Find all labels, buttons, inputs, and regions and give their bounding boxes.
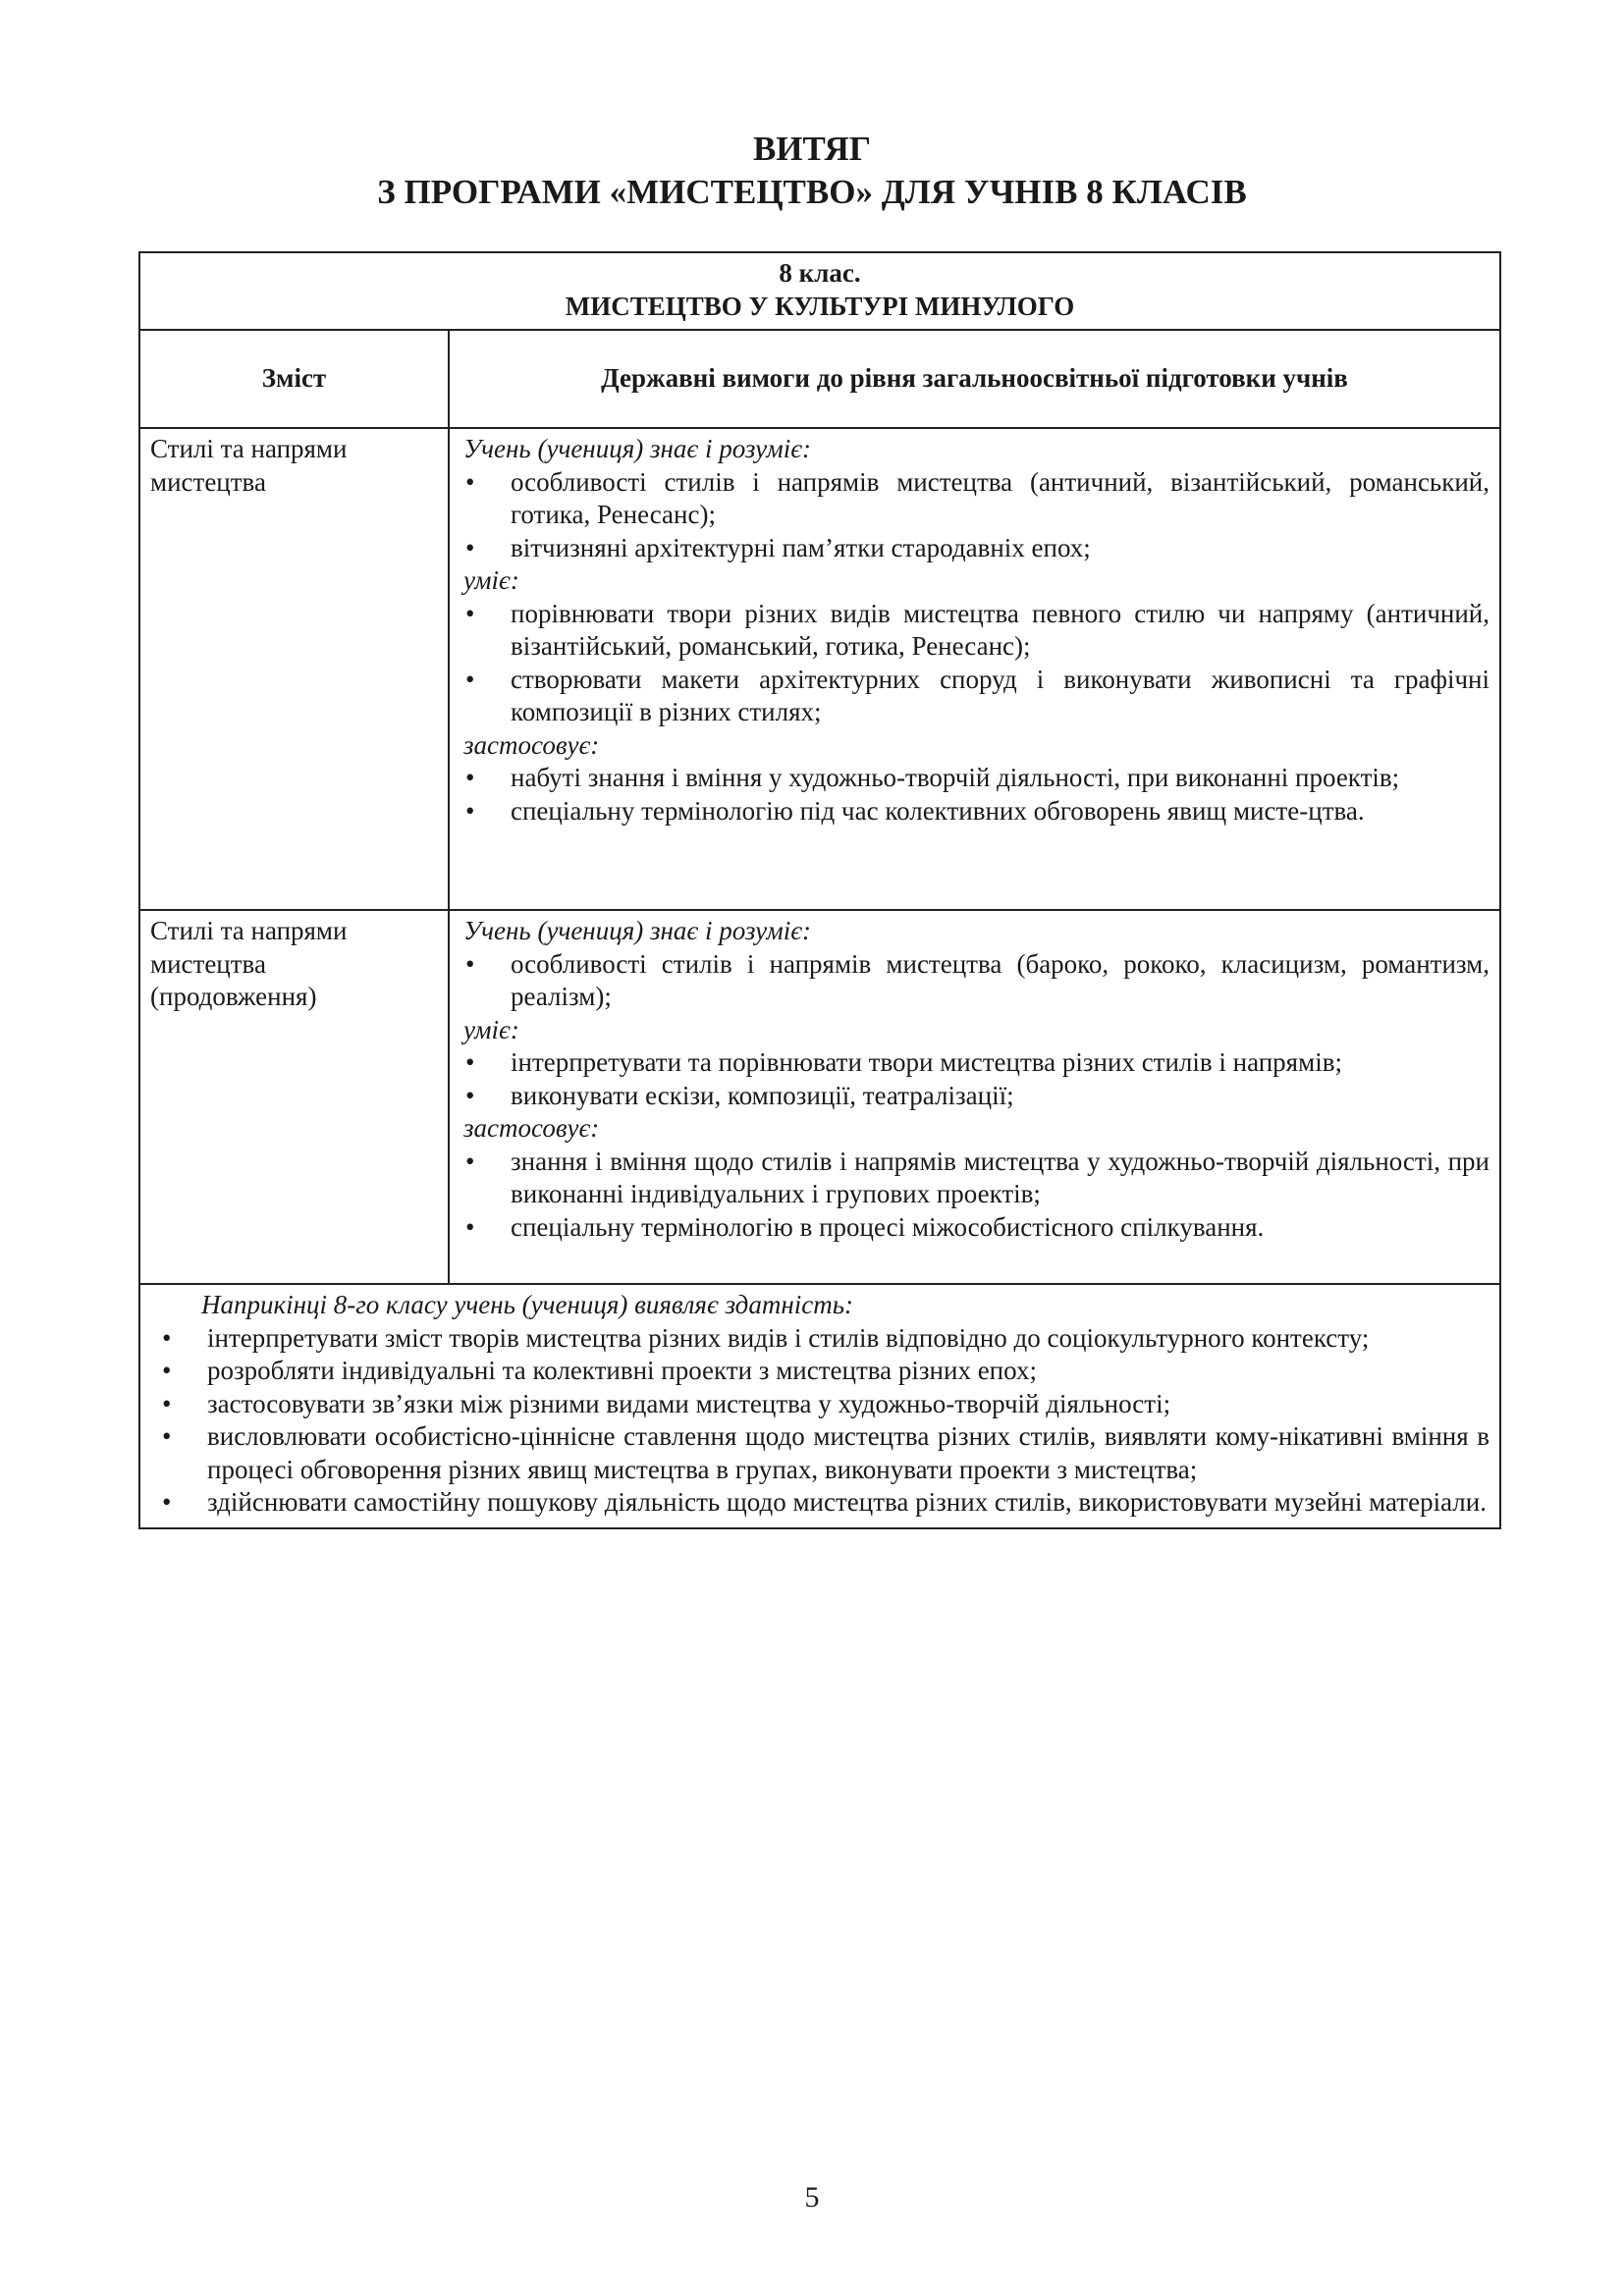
- knows-list: [511, 948, 1489, 1014]
- requirements-cell: [449, 428, 1500, 910]
- applies-label: застосовує:: [463, 1113, 600, 1143]
- content-line: мистецтва: [150, 466, 266, 497]
- section-header-row: [139, 252, 1500, 330]
- summary-list: [201, 1322, 1489, 1520]
- content-cell: [139, 910, 449, 1284]
- summary-cell: [139, 1284, 1500, 1528]
- list-item: • порівнювати твори різних видів мистецтва певного стилю чи напряму (античний, візантійський, романський, готика, Ренесанс);: [465, 598, 1489, 664]
- knows-label: Учень (учениця) знає і розуміє:: [463, 916, 811, 945]
- list-item: • застосовувати зв’язки між різними видами мистецтва у художньо-творчій діяльності;: [162, 1388, 1489, 1421]
- title-line-2: З ПРОГРАМИ «МИСТЕЦТВО» ДЛЯ УЧНІВ 8 КЛАСІВ: [377, 173, 1247, 211]
- can-list: [511, 1046, 1489, 1112]
- content-line: (продовження): [150, 982, 317, 1011]
- content-line: Стилі та напрями: [150, 434, 348, 463]
- list-item: • спеціальну термінологію під час колективних обговорень явищ мисте-цтва.: [465, 795, 1489, 828]
- list-item: • здійснювати самостійну пошукову діяльність щодо мистецтва різних стилів, використовувати музейні матеріали.: [162, 1486, 1489, 1520]
- page-number: 5: [804, 2181, 820, 2214]
- list-item: • розробляти індивідуальні та колективні проекти з мистецтва різних епох;: [162, 1355, 1489, 1388]
- list-item: • особливості стилів і напрямів мистецтва (античний, візантійський, романський, готика, Ренесанс);: [465, 466, 1489, 532]
- can-label: уміє:: [463, 565, 519, 595]
- knows-label: Учень (учениця) знає і розуміє:: [463, 434, 811, 463]
- title-line-1: ВИТЯГ: [752, 130, 872, 168]
- table-row: [139, 428, 1500, 910]
- program-table: [138, 251, 1501, 1529]
- list-item: • спеціальну термінологію в процесі міжособистісного спілкування.: [465, 1211, 1489, 1245]
- list-item: • вітчизняні архітектурні пам’ятки стародавніх епох;: [465, 532, 1489, 565]
- summary-row: [139, 1284, 1500, 1528]
- list-item: • знання і вміння щодо стилів і напрямів мистецтва у художньо-творчій діяльності, при виконанні індивідуальних і групових проектів;: [465, 1146, 1489, 1211]
- content-cell: [139, 428, 449, 910]
- list-item: • висловлювати особистісно-ціннісне ставлення щодо мистецтва різних стилів, виявляти кому-нікативні вміння в процесі обговорення різних явищ мистецтва в групах, виконувати проекти з мистецтва;: [162, 1420, 1489, 1486]
- column-header-content: Зміст: [139, 330, 449, 428]
- document-title: [0, 128, 1624, 214]
- list-item: • виконувати ескізи, композиції, театралізації;: [465, 1080, 1489, 1113]
- grade-label: 8 клас.: [779, 258, 861, 288]
- applies-list: [511, 762, 1489, 828]
- applies-list: [511, 1146, 1489, 1245]
- list-item: • створювати макети архітектурних споруд і виконувати живописні та графічні композиції в різних стилях;: [465, 664, 1489, 729]
- list-item: • особливості стилів і напрямів мистецтва (бароко, рококо, класицизм, романтизм, реалізм);: [465, 948, 1489, 1014]
- applies-label: застосовує:: [463, 729, 600, 760]
- list-item: • інтерпретувати зміст творів мистецтва різних видів і стилів відповідно до соціокультурного контексту;: [162, 1322, 1489, 1356]
- list-item: • набуті знання і вміння у художньо-творчій діяльності, при виконанні проектів;: [465, 762, 1489, 795]
- content-line: мистецтва: [150, 948, 266, 979]
- knows-list: [511, 466, 1489, 565]
- requirements-cell: [449, 910, 1500, 1284]
- column-header-requirements: Державні вимоги до рівня загальноосвітньої підготовки учнів: [449, 330, 1500, 428]
- content-line: Стилі та напрями: [150, 916, 348, 945]
- table-row: [139, 910, 1500, 1284]
- section-header: [139, 252, 1500, 330]
- summary-lead: Наприкінці 8-го класу учень (учениця) виявляє здатність:: [201, 1290, 853, 1319]
- column-header-row: [139, 330, 1500, 428]
- section-title: МИСТЕЦТВО У КУЛЬТУРІ МИНУЛОГО: [565, 291, 1075, 321]
- can-list: [511, 598, 1489, 729]
- list-item: • інтерпретувати та порівнювати твори мистецтва різних стилів і напрямів;: [465, 1046, 1489, 1080]
- can-label: уміє:: [463, 1014, 519, 1044]
